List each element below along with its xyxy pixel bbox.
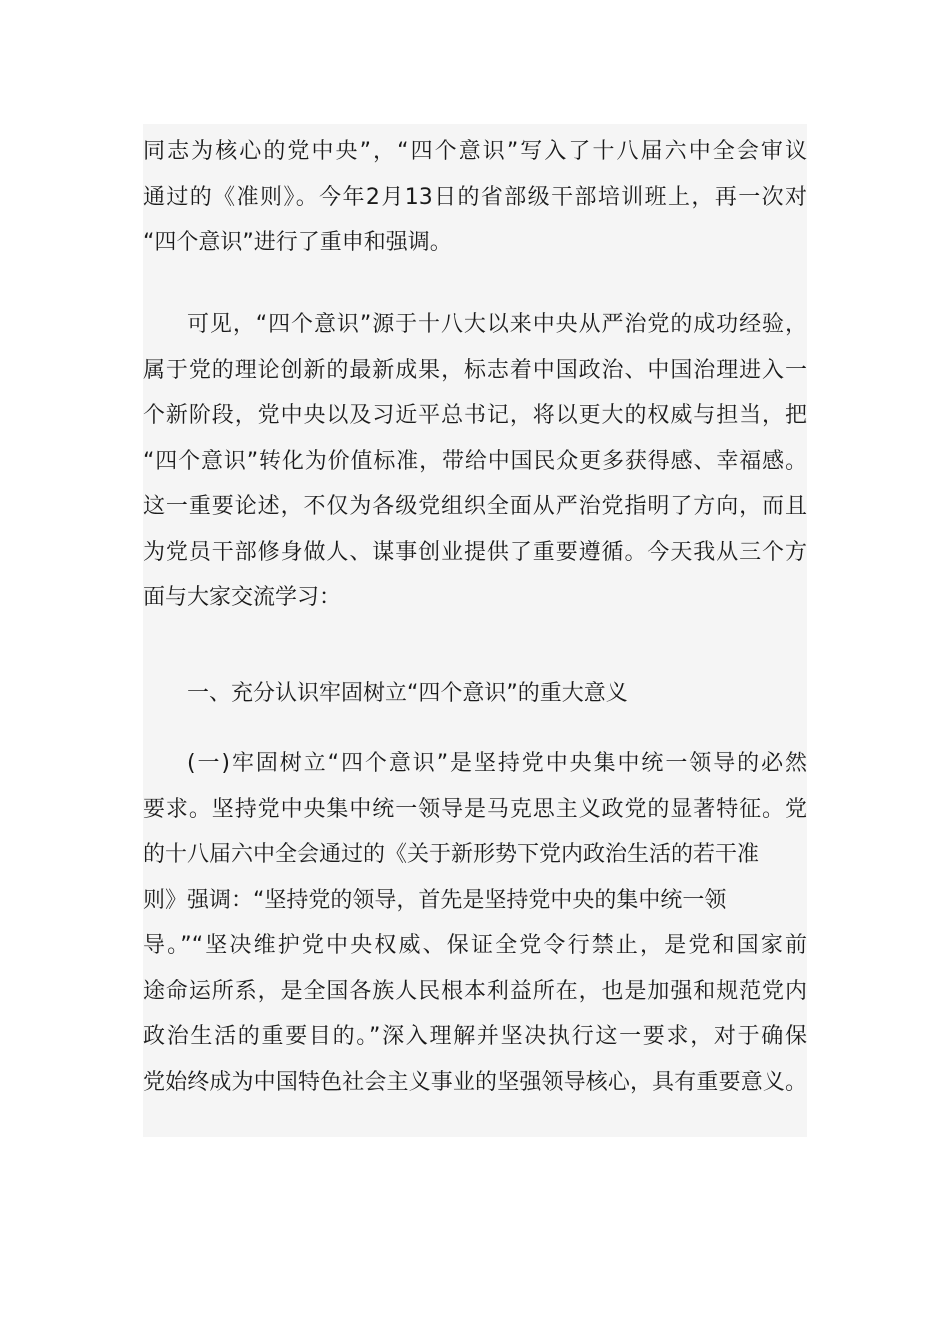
document-text-block bbox=[143, 124, 807, 1137]
text-line: 属于党的理论创新的最新成果，标志着中国政治、中国治理进入一 bbox=[143, 357, 807, 383]
paragraph-3 bbox=[143, 741, 807, 1105]
section-heading-text: 一、充分认识牢固树立“四个意识”的重大意义 bbox=[187, 681, 628, 706]
paragraph-2 bbox=[143, 302, 807, 621]
text-line: 这一重要论述，不仅为各级党组织全面从严治党指明了方向，而且 bbox=[143, 494, 807, 519]
text-line: 要求。坚持党中央集中统一领导是马克思主义政党的显著特征。党 bbox=[143, 796, 807, 822]
text-line: 可见，“四个意识”源于十八大以来中央从严治党的成功经验， bbox=[187, 312, 807, 337]
text-line: 途命运所系，是全国各族人民根本利益所在，也是加强和规范党内 bbox=[143, 978, 807, 1004]
text-line: “四个意识”转化为价值标准，带给中国民众更多获得感、幸福感。 bbox=[143, 448, 807, 474]
section-heading bbox=[143, 671, 807, 717]
text-line: 同志为核心的党中央”，“四个意识”写入了十八届六中全会审议 bbox=[143, 139, 807, 164]
text-line: 个新阶段，党中央以及习近平总书记，将以更大的权威与担当，把 bbox=[143, 403, 807, 428]
text-line: “四个意识”进行了重申和强调。 bbox=[143, 230, 452, 255]
text-line: 政治生活的重要目的。”深入理解并坚决执行这一要求，对于确保 bbox=[143, 1024, 807, 1049]
text-line: 通过的《准则》。今年2月13日的省部级干部培训班上，再一次对 bbox=[143, 184, 807, 210]
text-line: 则》强调：“坚持党的领导，首先是坚持党中央的集中统一领 bbox=[143, 887, 727, 913]
paragraph-1 bbox=[143, 129, 807, 266]
text-line: 导。”“坚决维护党中央权威、保证全党令行禁止，是党和国家前 bbox=[143, 933, 807, 958]
text-line: 为党员干部修身做人、谋事创业提供了重要遵循。今天我从三个方 bbox=[143, 539, 807, 565]
text-line: 的十八届六中全会通过的《关于新形势下党内政治生活的若干准 bbox=[143, 842, 760, 867]
text-line: (一)牢固树立“四个意识”是坚持党中央集中统一领导的必然 bbox=[187, 751, 807, 776]
text-line: 党始终成为中国特色社会主义事业的坚强领导核心，具有重要意义。 bbox=[143, 1069, 807, 1095]
text-line: 面与大家交流学习： bbox=[143, 585, 342, 610]
